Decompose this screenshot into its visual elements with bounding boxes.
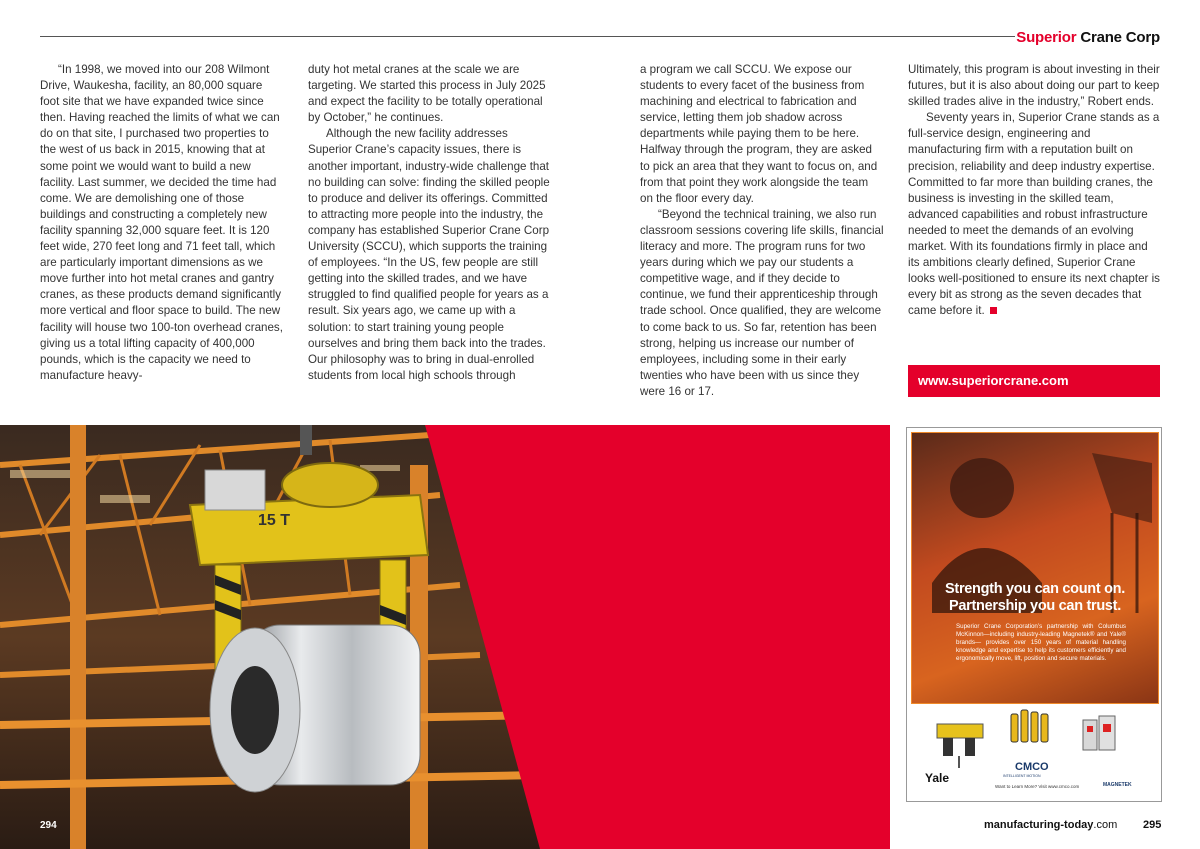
ad-headline-1: Strength you can count on.: [945, 581, 1125, 597]
brand-rest: Crane Corp: [1080, 29, 1160, 46]
cmco-logo: CMCO: [1015, 761, 1049, 773]
ad-headline: [912, 581, 1158, 615]
header-rule: [40, 36, 1015, 37]
ad-body: Superior Crane Corporation’s partnership with Columbus McKinnon—including industry-leading Magnetek® and Yale® brands— provides over 150 years of material handling knowledge and expertise to help its customers efficiently and ergonomically move, lift, position and secure materials.: [956, 623, 1126, 662]
advertisement[interactable]: [906, 427, 1162, 802]
paragraph-text: Seventy years in, Superior Crane stands as a full-service design, engineering and manufacturing firm with a reputation built on precision, reliability and deep industry expertise. Committed to far more than building cranes, the business is investing in the skilled team, advanced capabilities and robust infrastructure needed to meet the demands of an evolving market. With its foundations firmly in place and its ambitions clearly defined, Superior Crane looks well-positioned to ensure its next chapter is every bit as strong as the seven decades that came before it.: [908, 111, 1160, 318]
yale-logo: Yale: [925, 771, 950, 785]
footer-site[interactable]: [984, 819, 1117, 831]
end-mark-icon: [990, 307, 997, 314]
page-number-left: 294: [40, 820, 57, 831]
ad-hero: [911, 432, 1159, 704]
remote-controls-icon: [1011, 710, 1048, 742]
brand-title: [1016, 29, 1160, 46]
text-column-3: [640, 62, 884, 400]
text-column-1: [40, 62, 284, 384]
paragraph: duty hot metal cranes at the scale we are targeting. We started this process in July 2025 and expect the facility to be totally operational by October,” he continues.: [308, 63, 546, 125]
paragraph: Although the new facility addresses Superior Crane’s capacity issues, there is another important, industry-wide challenge that no building can solve: finding the skilled people to produce and deliver its offerings. Committed to attracting more people into the industry, the company has established Superior Crane Corp University (SCCU), which supports the training of employees. “In the US, few people are still getting into the skilled trades, and we have struggled to find qualified people for years as a result. Six years ago, we came up with a solution: to start training young people ourselves and bring them back into the trades. Our philosophy was to bring in dual-enrolled students from local high schools through: [308, 127, 550, 382]
product-images: [907, 704, 1161, 801]
ad-headline-2: Partnership you can trust.: [949, 598, 1121, 614]
paragraph: “Beyond the technical training, we also run classroom sessions covering life skills, financial literacy and more. The program runs for two years during which we pay our students a competitive wage, and if they decide to continue, we fund their apprenticeship through trade school. Once qualified, they are welcome to come back to us. So far, retention has been strong, helping us increase our number of employees, including some in their early twenties who have been with us since they were 16 or 17.: [640, 207, 884, 398]
drive-cabinet-icon: [1083, 716, 1115, 750]
cmco-tagline: INTELLIGENT MOTION: [1003, 774, 1041, 778]
paragraph: “In 1998, we moved into our 208 Wilmont Drive, Waukesha, facility, an 80,000 square foot site that we have expanded twice since then. Having reached the limits of what we can do on that site, I purchased two properties to the west of us back in 2015, knowing that at some point we would want to build a new facility. Last summer, we decided the time had come. We are demolishing one of those buildings and constructing a completely new facility spanning 32,000 square feet. It is 120 feet wide, 270 feet long and 71 feet tall, which are particularly important dimensions as we move further into hot metal cranes and gantry cranes, as these products demand significantly more vertical and floor space to build. The new facility will house two 100-ton overhead cranes, giving us a total lifting capacity of 400,000 pounds, which is the capacity we need to manufacture heavy-: [40, 63, 283, 382]
brand-bold: Superior: [1016, 29, 1077, 46]
ad-products: [907, 704, 1161, 801]
learn-more-text: Want to Learn More? Visit www.cmco.com: [995, 784, 1080, 789]
footer-site-tld: .com: [1093, 819, 1118, 831]
website-link-box[interactable]: [908, 365, 1160, 397]
trolley-icon: [937, 724, 983, 768]
page-number-right: 295: [1143, 819, 1162, 831]
crane-photo: [0, 425, 890, 849]
crane-photo-illustration: [0, 425, 890, 849]
website-link[interactable]: www.superiorcrane.com: [918, 373, 1069, 388]
footer-site-bold: manufacturing-today: [984, 819, 1094, 831]
text-column-2: [308, 62, 554, 384]
lifter-label: 15 T: [258, 512, 291, 529]
text-column-4: [908, 62, 1160, 320]
paragraph-final: [908, 110, 1160, 319]
paragraph: Ultimately, this program is about investing in their futures, but it is also about doing our part to keep skilled trades alive in the industry,” Robert ends.: [908, 63, 1160, 109]
paragraph: a program we call SCCU. We expose our students to every facet of the business from machining and electrical to fabrication and service, letting them job shadow across departments while paying them to be here. Halfway through the program, they are asked to pick an area that they want to focus on, and from that point they work alongside the team on the floor every day.: [640, 63, 878, 205]
magnetek-logo: MAGNETEK: [1103, 782, 1132, 788]
